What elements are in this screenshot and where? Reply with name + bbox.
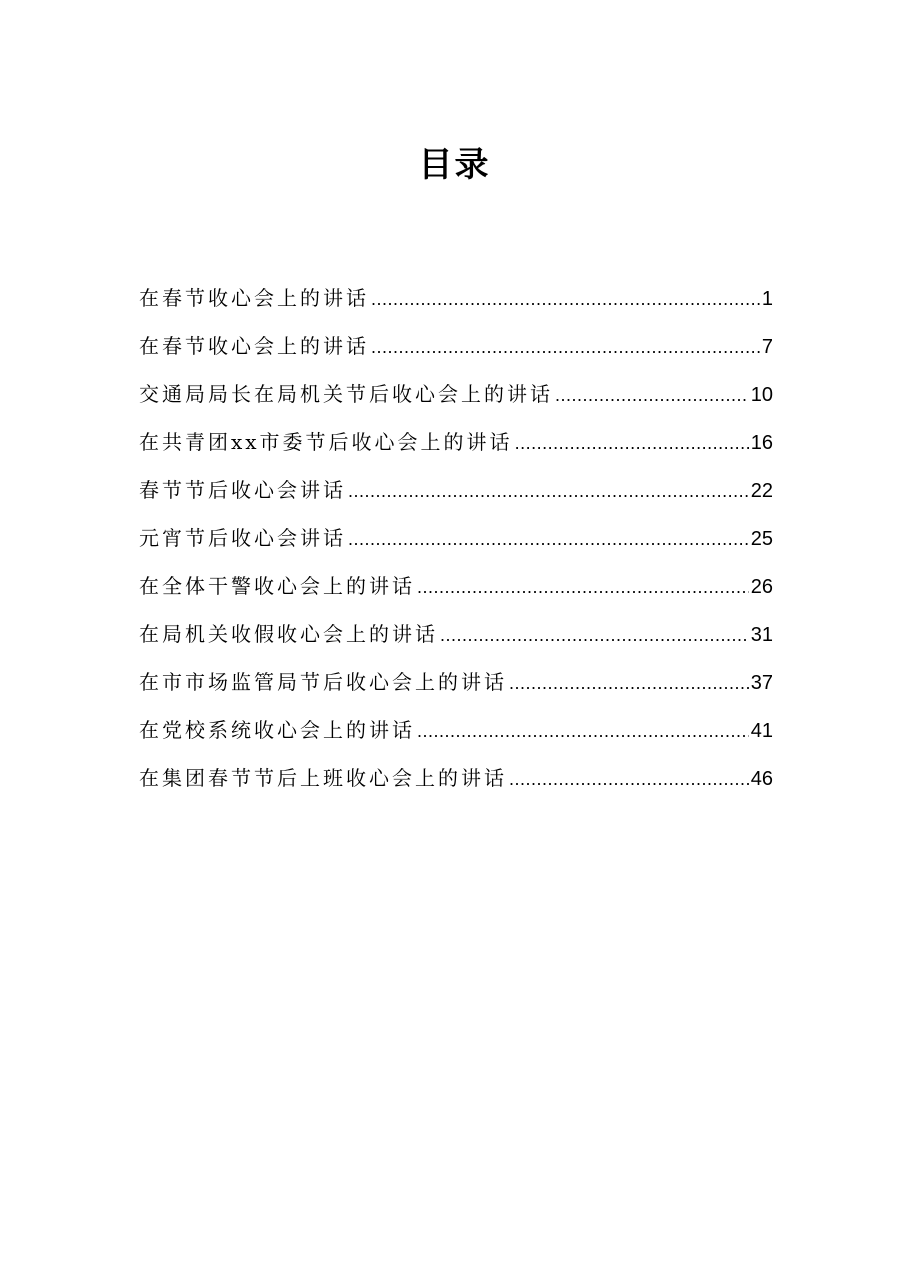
toc-page-number: 26 <box>750 576 773 598</box>
toc-dot-leader <box>440 615 749 655</box>
toc-list <box>139 278 773 806</box>
toc-entry[interactable] <box>139 614 773 662</box>
toc-page-number: 25 <box>750 528 773 550</box>
toc-dot-leader <box>509 663 749 703</box>
toc-page-number: 22 <box>750 480 773 502</box>
toc-entry-title: 交通局局长在局机关节后收心会上的讲话 <box>139 382 553 406</box>
toc-entry[interactable] <box>139 326 773 374</box>
toc-entry-title: 元宵节后收心会讲话 <box>139 526 346 550</box>
toc-dot-leader <box>348 471 749 511</box>
toc-page-number: 1 <box>761 288 773 310</box>
toc-entry-title: 在共青团xx市委节后收心会上的讲话 <box>139 430 513 454</box>
toc-page-number: 37 <box>750 672 773 694</box>
toc-dot-leader <box>417 567 749 607</box>
toc-entry[interactable] <box>139 422 773 470</box>
toc-entry-title: 在集团春节节后上班收心会上的讲话 <box>139 766 507 790</box>
toc-page-number: 31 <box>750 624 773 646</box>
toc-heading: 目录 <box>418 145 491 185</box>
toc-dot-leader <box>417 711 749 751</box>
toc-entry[interactable] <box>139 518 773 566</box>
toc-dot-leader <box>509 759 749 799</box>
toc-dot-leader <box>515 423 749 463</box>
toc-entry-title: 春节节后收心会讲话 <box>139 478 346 502</box>
toc-entry[interactable] <box>139 374 773 422</box>
toc-entry-title: 在局机关收假收心会上的讲话 <box>139 622 438 646</box>
toc-entry-title: 在市市场监管局节后收心会上的讲话 <box>139 670 507 694</box>
toc-entry-title: 在全体干警收心会上的讲话 <box>139 574 415 598</box>
toc-dot-leader <box>371 279 760 319</box>
toc-entry[interactable] <box>139 662 773 710</box>
toc-entry-title: 在春节收心会上的讲话 <box>139 334 369 358</box>
toc-page-number: 7 <box>761 336 773 358</box>
toc-page-number: 41 <box>750 720 773 742</box>
toc-entry[interactable] <box>139 566 773 614</box>
toc-entry[interactable] <box>139 710 773 758</box>
toc-page-number: 46 <box>750 768 773 790</box>
toc-entry[interactable] <box>139 758 773 806</box>
toc-entry-title: 在春节收心会上的讲话 <box>139 286 369 310</box>
toc-dot-leader <box>555 375 749 415</box>
toc-dot-leader <box>371 327 760 367</box>
toc-entry[interactable] <box>139 278 773 326</box>
toc-entry[interactable] <box>139 470 773 518</box>
toc-page-number: 16 <box>750 432 773 454</box>
toc-page-number: 10 <box>750 384 773 406</box>
toc-entry-title: 在党校系统收心会上的讲话 <box>139 718 415 742</box>
toc-dot-leader <box>348 519 749 559</box>
